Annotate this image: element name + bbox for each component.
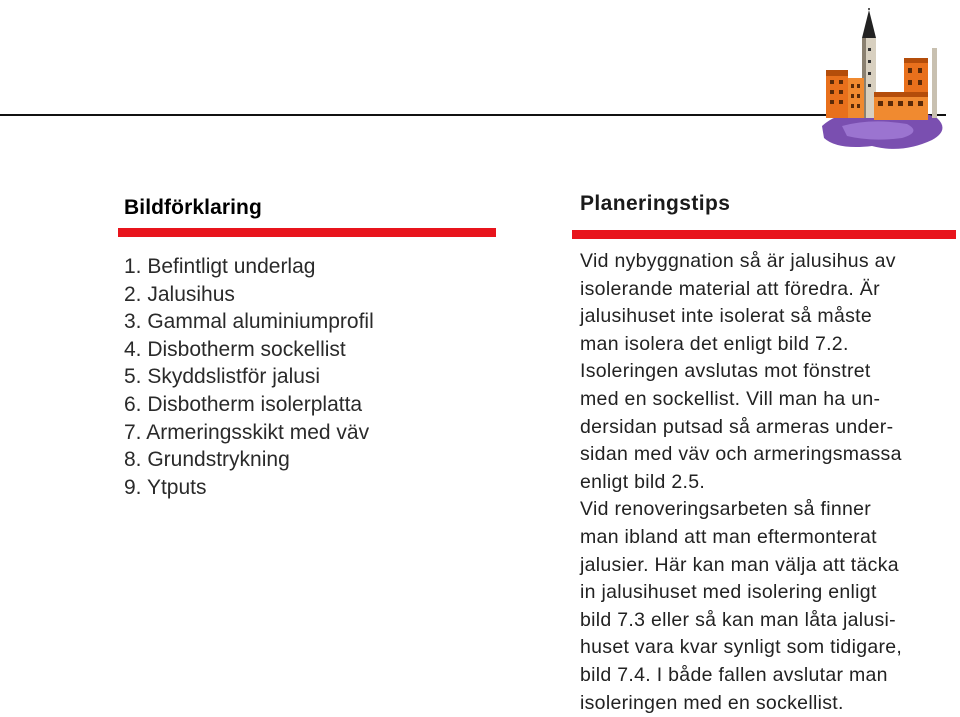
header-divider	[0, 114, 946, 116]
legend-item: 6. Disbotherm isolerplatta	[124, 392, 363, 416]
tips-line: sidan med väv och armeringsmassa	[580, 443, 902, 466]
legend-item: 9. Ytputs	[124, 475, 207, 499]
tips-accent-bar	[572, 230, 956, 239]
tips-line: jalusihuset inte isolerat så måste	[580, 305, 873, 328]
tips-line: huset vara kvar synligt som tidigare,	[580, 636, 903, 659]
tips-line: enligt bild 2.5.	[580, 470, 706, 493]
legend-item: 4. Disbotherm sockellist	[124, 337, 346, 361]
tips-line: isolerande material att föredra. Är	[580, 277, 880, 300]
tips-line: bild 7.4. I både fallen avslutar man	[580, 663, 888, 686]
tips-line: jalusier. Här kan man välja att täcka	[580, 553, 899, 576]
tips-line: isoleringen med en sockellist.	[580, 691, 844, 714]
tips-line: Isoleringen avslutas mot fönstret	[580, 360, 871, 383]
legend-item: 8. Grundstrykning	[124, 448, 290, 472]
tips-line: in jalusihuset med isolering enligt	[580, 581, 877, 604]
legend-item: 5. Skyddslistför jalusi	[124, 365, 321, 389]
tips-line: Vid renoveringsarbeten så finner	[580, 498, 872, 521]
tips-title: Planeringstips	[580, 192, 731, 215]
legend-item: 7. Armeringsskikt med väv	[124, 420, 370, 444]
legend-item: 2. Jalusihus	[124, 282, 235, 306]
legend-title: Bildförklaring	[124, 196, 262, 219]
tips-line: man ibland att man eftermonterat	[580, 525, 877, 548]
legend-accent-bar	[118, 228, 496, 237]
tips-line: man isolera det enligt bild 7.2.	[580, 332, 849, 355]
tips-line: bild 7.3 eller så kan man låta jalusi-	[580, 608, 896, 631]
city-buildings-logo	[812, 8, 952, 158]
tips-line: dersidan putsad så armeras under-	[580, 415, 894, 438]
tips-paragraph	[580, 248, 902, 717]
tips-line: med en sockellist. Vill man ha un-	[580, 387, 881, 410]
legend-item: 1. Befintligt underlag	[124, 255, 316, 278]
legend-item: 3. Gammal aluminiumprofil	[124, 310, 374, 334]
legend-list	[124, 253, 374, 501]
tips-line: Vid nybyggnation så är jalusihus av	[580, 250, 896, 272]
